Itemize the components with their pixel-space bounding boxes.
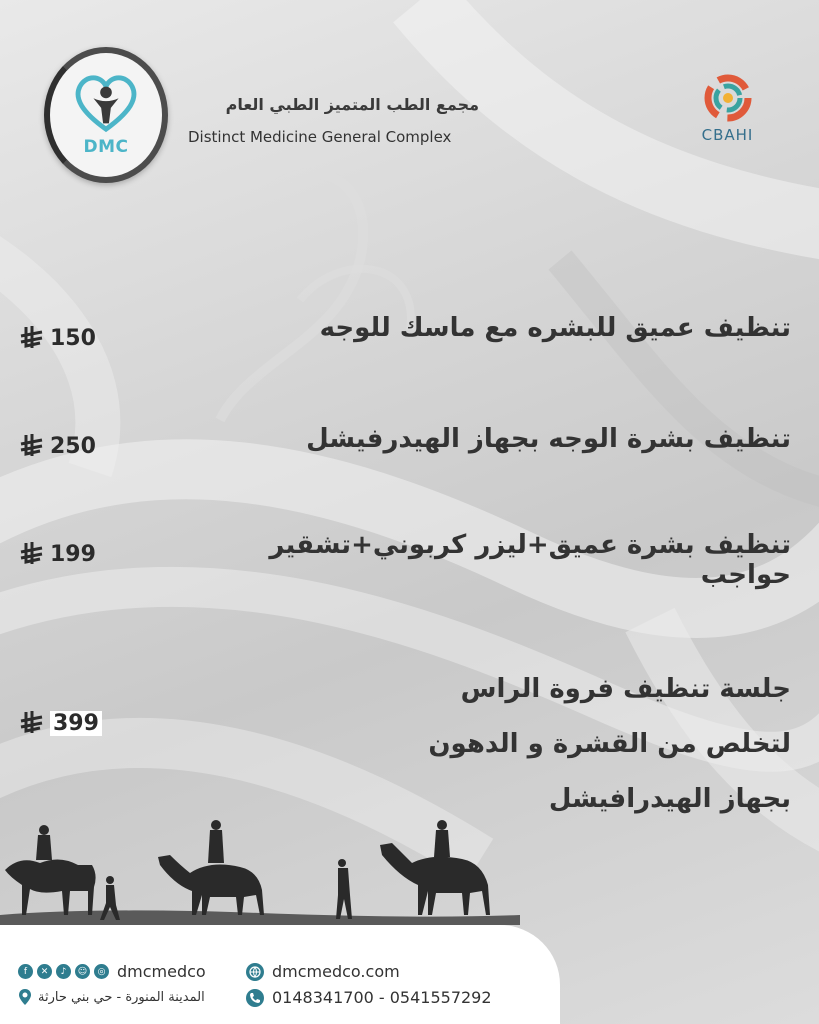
service-item-4 [231, 662, 791, 827]
riyal-icon [18, 324, 46, 352]
service-item-2: تنظيف بشرة الوجه بجهاز الهيدرفيشل [306, 424, 791, 454]
service-line: لتخلص من القشرة و الدهون [428, 729, 791, 759]
location-pin-icon [18, 988, 32, 1006]
service-line: بجهاز الهيدرافيشل [548, 784, 791, 814]
heart-person-logo-icon [72, 73, 140, 135]
price-value: 399 [50, 711, 102, 736]
snapchat-icon[interactable]: ☺ [75, 964, 90, 979]
logo-text: DMC [83, 137, 129, 157]
social-handle[interactable]: dmcmedco [117, 962, 206, 981]
service-price-3 [18, 536, 96, 572]
website-link[interactable]: dmcmedco.com [272, 962, 400, 981]
instagram-icon[interactable]: ◎ [94, 964, 109, 979]
camel-caravan-image [0, 815, 520, 930]
org-name-arabic: مجمع الطب المتميز الطبي العام [225, 95, 479, 114]
cbahi-logo-icon [702, 72, 754, 124]
riyal-icon [18, 540, 46, 568]
social-links [18, 962, 206, 981]
facebook-icon[interactable]: f [18, 964, 33, 979]
service-price-1 [18, 320, 96, 356]
address-row [18, 988, 205, 1006]
phone-icon [246, 989, 264, 1007]
tiktok-icon[interactable]: ♪ [56, 964, 71, 979]
dmc-logo [44, 47, 168, 183]
address-text: المدينة المنورة - حي بني حارثة [38, 989, 205, 1005]
price-value: 250 [50, 433, 96, 459]
riyal-icon [18, 432, 46, 460]
price-value: 199 [50, 541, 96, 567]
service-price-4 [18, 705, 102, 741]
price-value: 150 [50, 325, 96, 351]
phone-numbers[interactable]: 0148341700 - 0541557292 [272, 988, 492, 1007]
service-line: جلسة تنظيف فروة الراس [460, 674, 791, 704]
service-item-1: تنظيف عميق للبشره مع ماسك للوجه [319, 313, 791, 343]
cbahi-badge [690, 72, 765, 172]
website-row [246, 962, 400, 981]
x-icon[interactable]: ✕ [37, 964, 52, 979]
globe-icon [246, 963, 264, 981]
cbahi-label: CBAHI [701, 126, 754, 144]
phone-row [246, 988, 492, 1007]
service-item-3: تنظيف بشرة عميق+ليزر كربوني+تشقير حواجب [269, 530, 791, 590]
org-name-english: Distinct Medicine General Complex [188, 128, 452, 146]
service-price-2 [18, 428, 96, 464]
riyal-icon [18, 709, 46, 737]
